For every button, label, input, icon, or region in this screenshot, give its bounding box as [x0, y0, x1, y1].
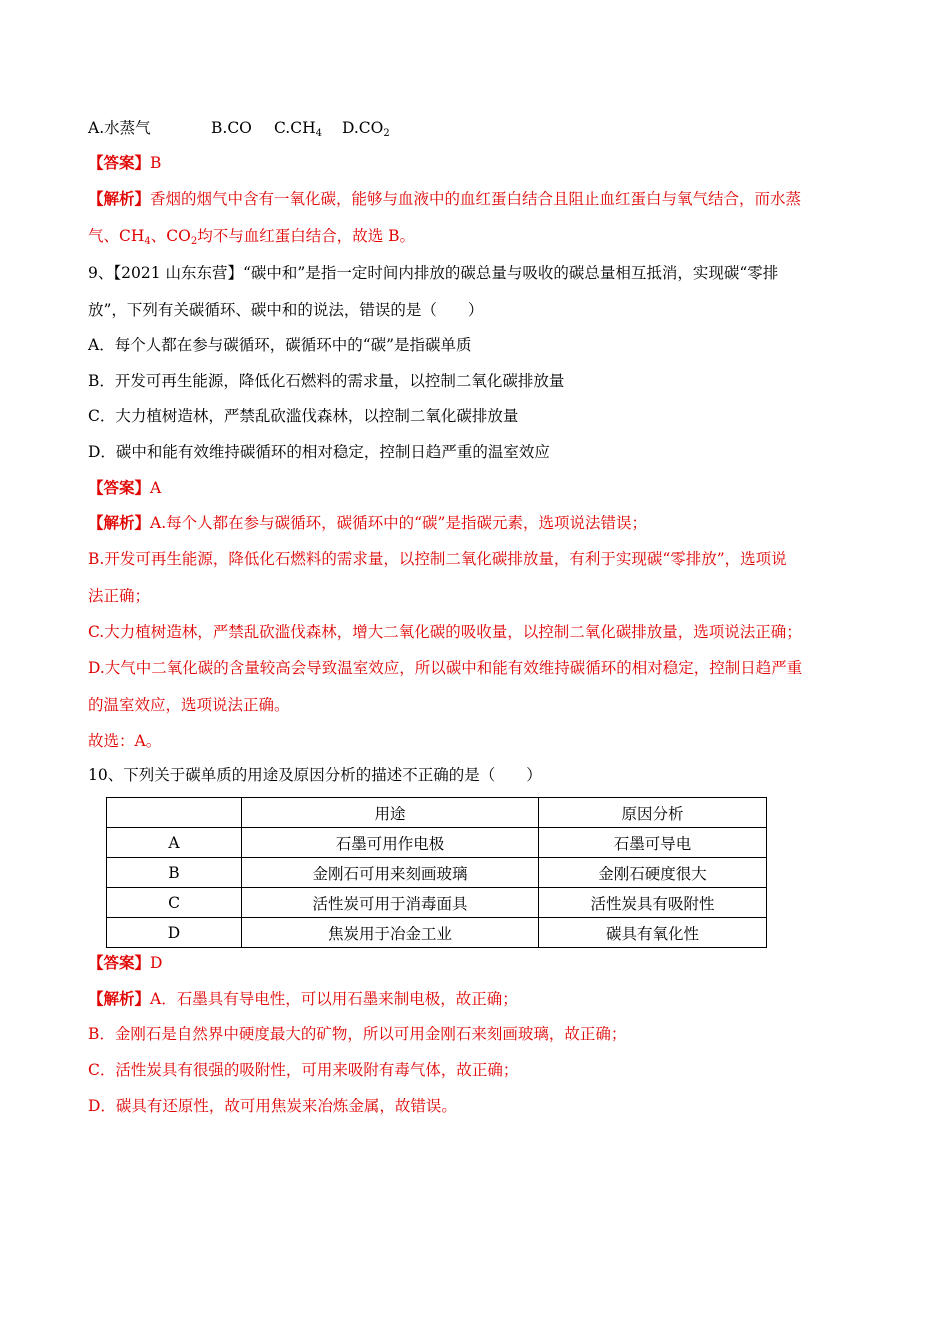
table-cell: D — [107, 918, 242, 948]
table-cell: 活性炭具有吸附性 — [539, 888, 767, 918]
q9-analysis-line-1 — [88, 513, 647, 533]
q8-analysis-line-2: 气、$CH_4$、$CO_2$均不与血红蛋白结合，故选 B。 — [88, 227, 416, 247]
answer-label: 【答案】 — [88, 478, 151, 497]
table-header-cell: 原因分析 — [539, 798, 767, 828]
q9-stem-line-2: 放”，下列有关碳循环、碳中和的说法，错误的是（ ） — [88, 301, 484, 319]
q10-stem: 10、下列关于碳单质的用途及原因分析的描述不正确的是（ ） — [88, 766, 542, 784]
q8-analysis-line-1 — [88, 189, 801, 209]
q9-analysis-line-7: 故选：A。 — [88, 732, 162, 750]
table-cell: 金刚石可用来刻画玻璃 — [242, 858, 539, 888]
answer-value: A — [150, 479, 162, 497]
q9-analysis-line-3: 法正确； — [88, 587, 151, 605]
q10-table — [106, 797, 767, 948]
table-cell: C — [107, 888, 242, 918]
q9-option-c: C．大力植树造林，严禁乱砍滥伐森林，以控制二氧化碳排放量 — [88, 407, 519, 425]
q10-analysis-line-3: C．活性炭具有很强的吸附性，可用来吸附有毒气体，故正确； — [88, 1061, 519, 1079]
answer-value: B — [150, 154, 162, 172]
analysis-label: 【解析】 — [88, 189, 151, 208]
q8-option-c: $C.CH_4$ — [274, 119, 322, 139]
table-header-cell — [107, 798, 242, 828]
table-cell: 活性炭可用于消毒面具 — [242, 888, 539, 918]
analysis-text: 香烟的烟气中含有一氧化碳，能够与血液中的血红蛋白结合且阻止血红蛋白与氧气结合，而水蒸 — [150, 190, 802, 208]
q9-analysis-line-5: D.大气中二氧化碳的含量较高会导致温室效应，所以碳中和能有效维持碳循环的相对稳定，控制日趋严重 — [88, 659, 803, 677]
table-row — [107, 888, 767, 918]
q10-analysis-line-2: B．金刚石是自然界中硬度最大的矿物，所以可用金刚石来刻画玻璃，故正确； — [88, 1025, 627, 1043]
q9-option-d: D．碳中和能有效维持碳循环的相对稳定，控制日趋严重的温室效应 — [88, 443, 550, 461]
q9-option-b: B．开发可再生能源，降低化石燃料的需求量，以控制二氧化碳排放量 — [88, 372, 565, 390]
q9-analysis-line-6: 的温室效应，选项说法正确。 — [88, 696, 290, 714]
analysis-label: 【解析】 — [88, 989, 151, 1008]
q10-analysis-line-4: D．碳具有还原性，故可用焦炭来冶炼金属，故错误。 — [88, 1097, 457, 1115]
q8-options — [88, 118, 390, 138]
table-cell: 石墨可用作电极 — [242, 828, 539, 858]
q9-stem-line-1: 9、【2021 山东东营】“碳中和”是指一定时间内排放的碳总量与吸收的碳总量相互抵消，实现碳“零排 — [88, 264, 779, 282]
table-cell: A — [107, 828, 242, 858]
table-row — [107, 918, 767, 948]
q9-answer — [88, 478, 161, 498]
q9-analysis-line-2: B.开发可再生能源，降低化石燃料的需求量，以控制二氧化碳排放量，有利于实现碳“零排放”，选项说 — [88, 550, 787, 568]
analysis-text: A．石墨具有导电性，可以用石墨来制电极，故正确； — [150, 990, 518, 1008]
q8-option-b: B.CO — [211, 119, 252, 137]
analysis-text: A.每个人都在参与碳循环，碳循环中的“碳”是指碳元素，选项说法错误； — [150, 514, 647, 532]
table-cell: 石墨可导电 — [539, 828, 767, 858]
table-cell: 碳具有氧化性 — [539, 918, 767, 948]
q8-answer — [88, 153, 161, 173]
q10-analysis-line-1 — [88, 989, 518, 1009]
answer-label: 【答案】 — [88, 153, 151, 172]
table-row — [107, 828, 767, 858]
table-row — [107, 858, 767, 888]
table-cell: B — [107, 858, 242, 888]
q8-option-a: A.水蒸气 — [88, 119, 151, 137]
q9-option-a: A．每个人都在参与碳循环，碳循环中的“碳”是指碳单质 — [88, 336, 472, 354]
q10-answer — [88, 953, 162, 973]
q8-option-d: $D.CO_2$ — [342, 119, 390, 139]
table-cell: 金刚石硬度很大 — [539, 858, 767, 888]
q9-analysis-line-4: C.大力植树造林，严禁乱砍滥伐森林，增大二氧化碳的吸收量，以控制二氧化碳排放量，选项说法正确； — [88, 623, 802, 641]
answer-value: D — [150, 954, 163, 972]
table-cell: 焦炭用于冶金工业 — [242, 918, 539, 948]
table-header-row — [107, 798, 767, 828]
table-header-cell: 用途 — [242, 798, 539, 828]
analysis-label: 【解析】 — [88, 513, 151, 532]
answer-label: 【答案】 — [88, 953, 151, 972]
